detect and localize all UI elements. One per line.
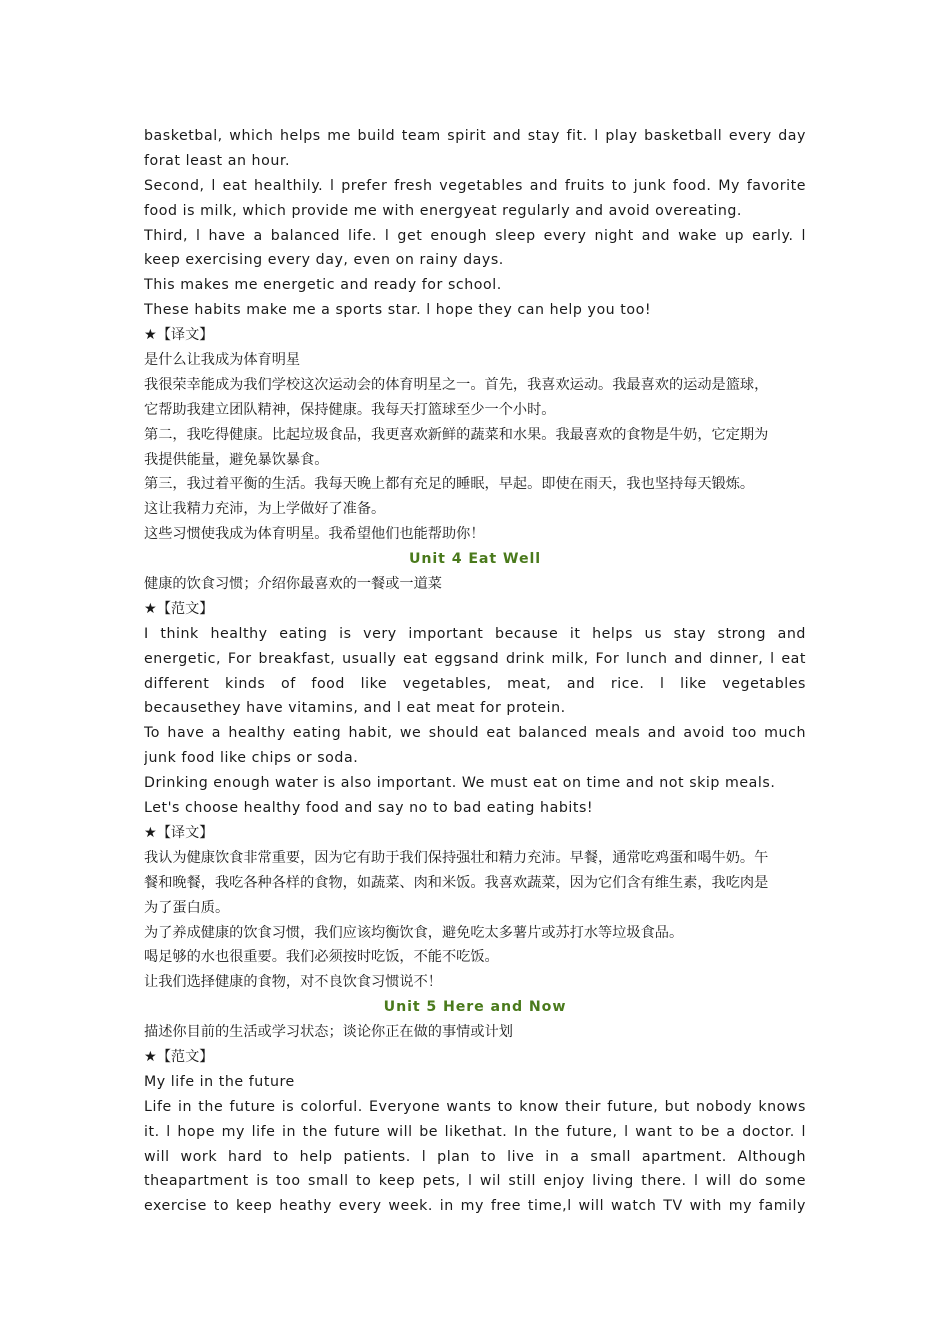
page-content	[144, 124, 806, 1219]
translation-label: ★【译文】	[144, 824, 214, 841]
translation-label: ★【译文】	[144, 327, 214, 344]
unit-5-topic: 描述你目前的生活或学习状态；谈论你正在做的事情或计划	[144, 1024, 513, 1041]
translation-line: 这些习惯使我成为体育明星。我希望他们也能帮助你！	[144, 526, 485, 543]
essay-line: exercise to keep heathy every week. in my free time,l will watch TV with my family	[144, 1198, 806, 1215]
translation-line: 它帮助我建立团队精神，保持健康。我每天打篮球至少一个小时。	[144, 401, 556, 418]
translation-line: 喝足够的水也很重要。我们必须按时吃饭，不能不吃饭。	[144, 949, 499, 966]
essay-line: keep exercising every day, even on rainy days.	[144, 252, 504, 269]
unit-5-heading: Unit 5 Here and Now	[383, 999, 567, 1016]
essay-line: I think healthy eating is very important because it helps us stay strong and	[144, 625, 806, 642]
unit-4-topic: 健康的饮食习惯；介绍你最喜欢的一餐或一道菜	[144, 576, 442, 593]
essay-line: food is milk, which provide me with energyeat regularly and avoid overeating.	[144, 202, 742, 219]
unit-4-heading: Unit 4 Eat Well	[409, 551, 541, 568]
translation-line: 我很荣幸能成为我们学校这次运动会的体育明星之一。首先，我喜欢运动。我最喜欢的运动是篮球，	[144, 376, 769, 393]
essay-line: Let's choose healthy food and say no to bad eating habits!	[144, 800, 594, 817]
essay-line: Second, l eat healthily. l prefer fresh vegetables and fruits to junk food. My favorite	[144, 177, 806, 194]
sample-label: ★【范文】	[144, 1048, 214, 1065]
essay-line: This makes me energetic and ready for school.	[144, 277, 502, 294]
translation-line: 第三，我过着平衡的生活。我每天晚上都有充足的睡眠，早起。即使在雨天，我也坚持每天锻炼。	[144, 476, 755, 493]
sample-label: ★【范文】	[144, 600, 214, 617]
essay-line: Life in the future is colorful. Everyone wants to know their future, but nobody knows	[144, 1098, 806, 1115]
essay-line: it. l hope my life in the future will be likethat. In the future, l want to be a doctor. l	[144, 1123, 806, 1140]
translation-line: 为了蛋白质。	[144, 899, 230, 916]
essay-line: Drinking enough water is also important. We must eat on time and not skip meals.	[144, 775, 776, 792]
translation-line: 我提供能量，避免暴饮暴食。	[144, 451, 329, 468]
essay-line: These habits make me a sports star. l hope they can help you too!	[144, 302, 652, 319]
essay-line: junk food like chips or soda.	[144, 750, 359, 767]
essay-line: will work hard to help patients. l plan to live in a small apartment. Although	[144, 1148, 806, 1165]
translation-line: 第二，我吃得健康。比起垃圾食品，我更喜欢新鲜的蔬菜和水果。我最喜欢的食物是牛奶，它定期为	[144, 426, 769, 443]
translation-line: 这让我精力充沛，为上学做好了准备。	[144, 501, 386, 518]
essay-line: basketbal, which helps me build team spirit and stay fit. l play basketball every day	[144, 128, 806, 144]
essay-line: forat least an hour.	[144, 152, 291, 169]
essay-line: Third, l have a balanced life. l get enough sleep every night and wake up early. l	[144, 227, 806, 244]
translation-line: 餐和晚餐，我吃各种各样的食物，如蔬菜、肉和米饭。我喜欢蔬菜，因为它们含有维生素，我吃肉是	[144, 874, 769, 891]
translation-line: 是什么让我成为体育明星	[144, 352, 301, 369]
essay-title: My life in the future	[144, 1073, 295, 1090]
essay-line: becausethey have vitamins, and l eat meat for protein.	[144, 700, 566, 717]
translation-line: 让我们选择健康的食物，对不良饮食习惯说不！	[144, 974, 442, 991]
essay-line: different kinds of food like vegetables, meat, and rice. l like vegetables	[144, 675, 806, 692]
essay-line: energetic, For breakfast, usually eat eggsand drink milk, For lunch and dinner, l eat	[144, 650, 806, 667]
essay-line: theapartment is too small to keep pets, l wil still enjoy living there. l will do some	[144, 1173, 806, 1190]
translation-line: 为了养成健康的饮食习惯，我们应该均衡饮食，避免吃太多薯片或苏打水等垃圾食品。	[144, 924, 684, 941]
translation-line: 我认为健康饮食非常重要，因为它有助于我们保持强壮和精力充沛。早餐，通常吃鸡蛋和喝牛奶。午	[144, 849, 769, 866]
essay-line: To have a healthy eating habit, we should eat balanced meals and avoid too much	[144, 725, 806, 742]
